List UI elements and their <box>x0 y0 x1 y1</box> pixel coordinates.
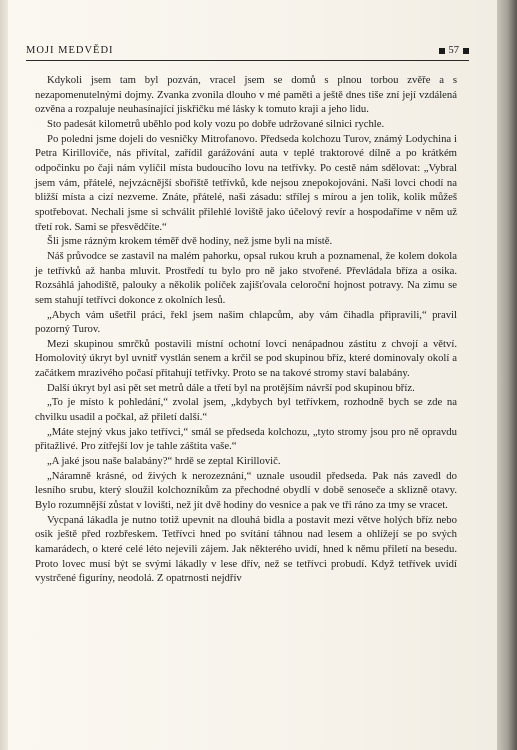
paragraph: Po poledni jsme dojeli do vesničky Mitrofanovo. Předseda kolchozu Turov, známý Lodychina i Petra Kirilloviče, nás přivítal, zařídil garážování auta v teplé traktorové dílně a po krátkém odpočinku po čaji nám vyličil místa budoucího lovu na tetřívky. Po cestě nám sdělovat: „Vybral jsem vám, přátelé, nejvzácnější sbořiště tetřívků, kde nejsou znepokojováni. Naši lovci chodí na bližší místa a cizí nezveme. Znáte, přátelé, naši zásadu: střílej s mírou a jen tolik, kolik můžeš spotřebovat. Nechali jsme si schválit přilehlé loviště jako účelový revír a hospodaříme v něm už třetí rok. Sami se přesvědčíte.“ <box>35 132 457 233</box>
paragraph: Vycpaná lákadla je nutno totiž upevnit na dlouhá bidla a postavit mezi větve holých bříz nebo osik ještě před rozbřeskem. Tetřívci hned po svítání táhnou nad lesem a ohlížejí se po svých kamarádech, o které celé léto nejevili zájem. Jak některého uvidí, hned k němu přiletí na besedu. Proto lovec musí být se svými lákadly v lese dřív, než se tetřívci probudí. Když tetřívek uvidí vystrčené figuríny, neodolá. Z opatrnosti nejdřív <box>35 513 457 585</box>
paragraph: Šli jsme rázným krokem téměř dvě hodiny, než jsme byli na místě. <box>47 235 333 248</box>
paragraph: „Abych vám ušetřil práci, řekl jsem našim chlapcům, aby vám čihadla připravili,“ pravil pozorný Turov. <box>35 308 457 336</box>
book-spine-shadow <box>497 0 517 750</box>
page-header <box>26 45 469 61</box>
paragraph: „To je místo k pohledání,“ zvolal jsem, „kdybych byl tetřívkem, rozhodně bych se zde na chvilku usadil a počkal, až přiletí další.“ <box>35 396 457 424</box>
body-text <box>35 73 457 586</box>
running-head: MOJI MEDVĚDI <box>26 45 114 56</box>
paragraph: „A jaké jsou naše balabány?“ hrdě se zeptal Kirillovič. <box>47 455 281 468</box>
paragraph: Sto padesát kilometrů uběhlo pod koly vozu po dobře udržované silnici rychle. <box>47 117 385 130</box>
page-number-block <box>439 45 470 56</box>
header-rule <box>26 60 469 61</box>
paragraph: Náš průvodce se zastavil na malém pahorku, opsal rukou kruh a poznamenal, že kolem dokola je tetřívků až hanba mluvit. Prostředí tu bylo pro ně jako stvořené. Převládala bříza a osika. Rozsáhlá jahodiště, palouky a několik políček zajišťovala celoroční hojnost potravy. Na zimu se sem stahují tetřívci dokonce z okolních lesů. <box>35 249 457 306</box>
paragraph: Další úkryt byl asi pět set metrů dále a třetí byl na protějším návrší pod skupinou bříz. <box>47 381 415 394</box>
page-left-edge <box>0 0 8 750</box>
paragraph: Mezi skupinou smrčků postavili místní ochotní lovci nenápadnou zástitu z chvojí a větví. Homolovitý úkryt byl uvnitř vystlán senem a krčil se pod skupinou bříz, které dominovaly okolí a začátkem mrazivého počasí přitahují tetřívky. Proto se na takové stromy staví balabány. <box>35 337 457 380</box>
paragraph: „Máte stejný vkus jako tetřívci,“ smál se předseda kolchozu, „tyto stromy jsou pro ně opravdu přitažlivé. Pro zítřejší lov je tahle záštita vaše.“ <box>35 425 457 453</box>
square-ornament-icon <box>463 48 469 54</box>
square-ornament-icon <box>439 48 445 54</box>
page-number: 57 <box>448 45 459 56</box>
paragraph: Kdykoli jsem tam byl pozván, vracel jsem se domů s plnou torbou zvěře a s nezapomenutelnými dojmy. Zvanka zvonila dlouho v mé paměti a ještě dnes tiše zní její vzdálená ozvěna a rozpaluje neuhasínající jiskřičku mé lásky k tomuto kraji a jeho lidu. <box>35 74 457 116</box>
paragraph: „Náramně krásné, od živých k nerozeznání,“ uznale usoudil předseda. Pak nás zavedl do lesního srubu, který sloužil kolchozníkům za přechodné obydlí v době senoseče a sklizně otavy. Bylo rozumnější zůstat v lovišti, než jít dvě hodiny do vesnice a pak ve tři ráno za tmy se vracet. <box>35 469 457 512</box>
